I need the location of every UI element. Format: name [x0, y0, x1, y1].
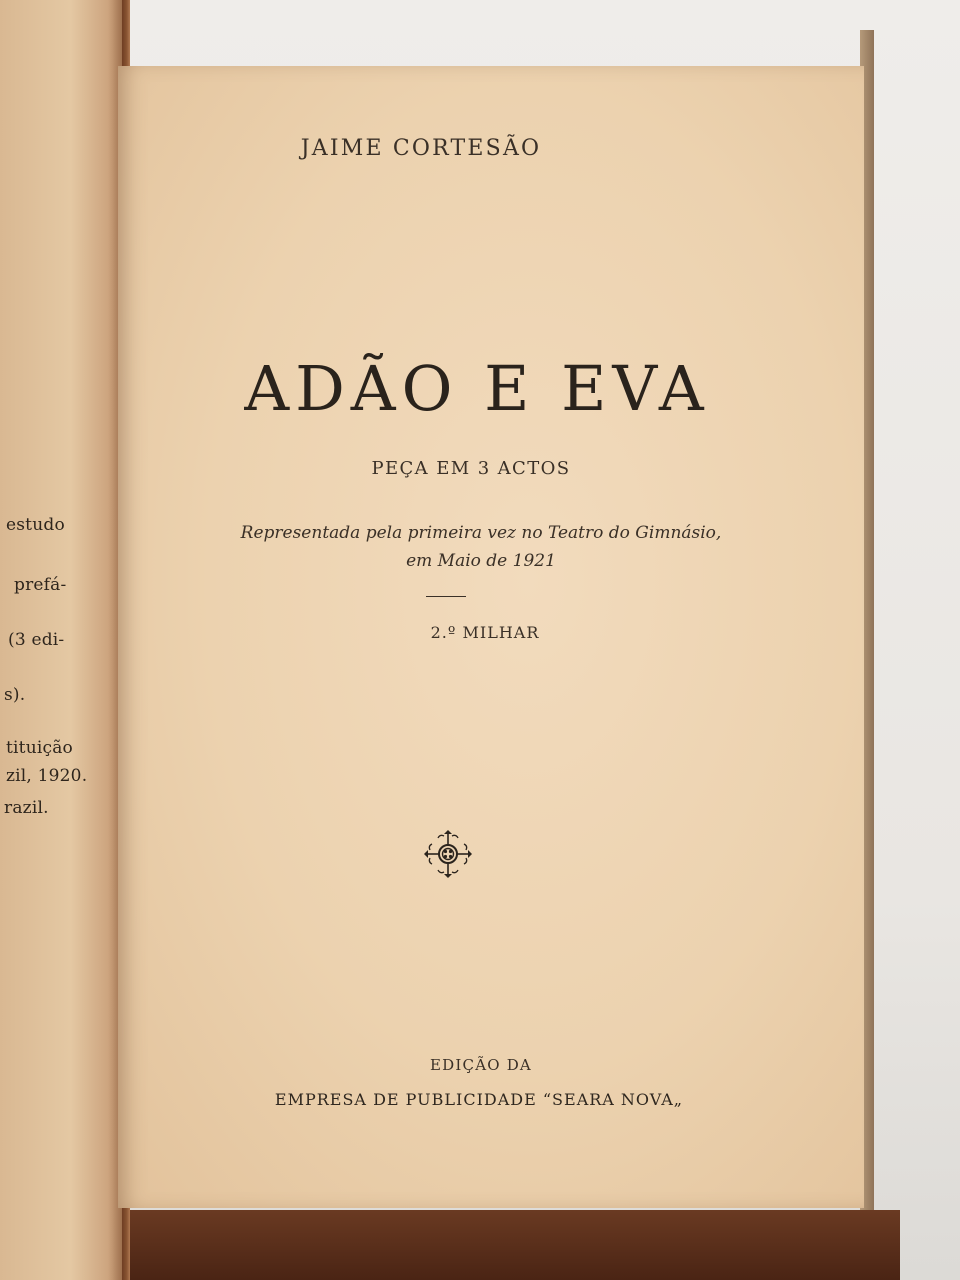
premiere-note-line: Representada pela primeira vez no Teatro do Gimnásio, — [240, 523, 722, 543]
left-line: s). — [4, 685, 26, 705]
edition-count: 2.º MILHAR — [430, 623, 540, 642]
left-line: zil, 1920. — [6, 766, 88, 786]
left-line: tituição — [6, 738, 73, 758]
left-line: estudo — [6, 515, 65, 535]
printer-flower-ornament-icon — [418, 824, 478, 884]
left-line: (3 edi- — [8, 630, 65, 650]
divider-rule — [426, 596, 466, 597]
left-page — [0, 0, 128, 1280]
book-title: ADÃO E EVA — [244, 352, 710, 425]
book-subtitle: PEÇA EM 3 ACTOS — [371, 458, 571, 479]
publisher-name: EMPRESA DE PUBLICIDADE “SEARA NOVA„ — [274, 1090, 684, 1109]
left-line: razil. — [4, 798, 49, 818]
left-line: prefá- — [14, 575, 67, 595]
left-page-text — [0, 0, 110, 1280]
cover-edge-bottom — [0, 1210, 900, 1280]
publisher-line: EDIÇÃO DA — [430, 1056, 532, 1074]
author-name: JAIME CORTESÃO — [300, 136, 542, 161]
title-page — [118, 66, 864, 1208]
premiere-note — [108, 519, 854, 575]
premiere-note-line: em Maio de 1921 — [406, 551, 556, 571]
